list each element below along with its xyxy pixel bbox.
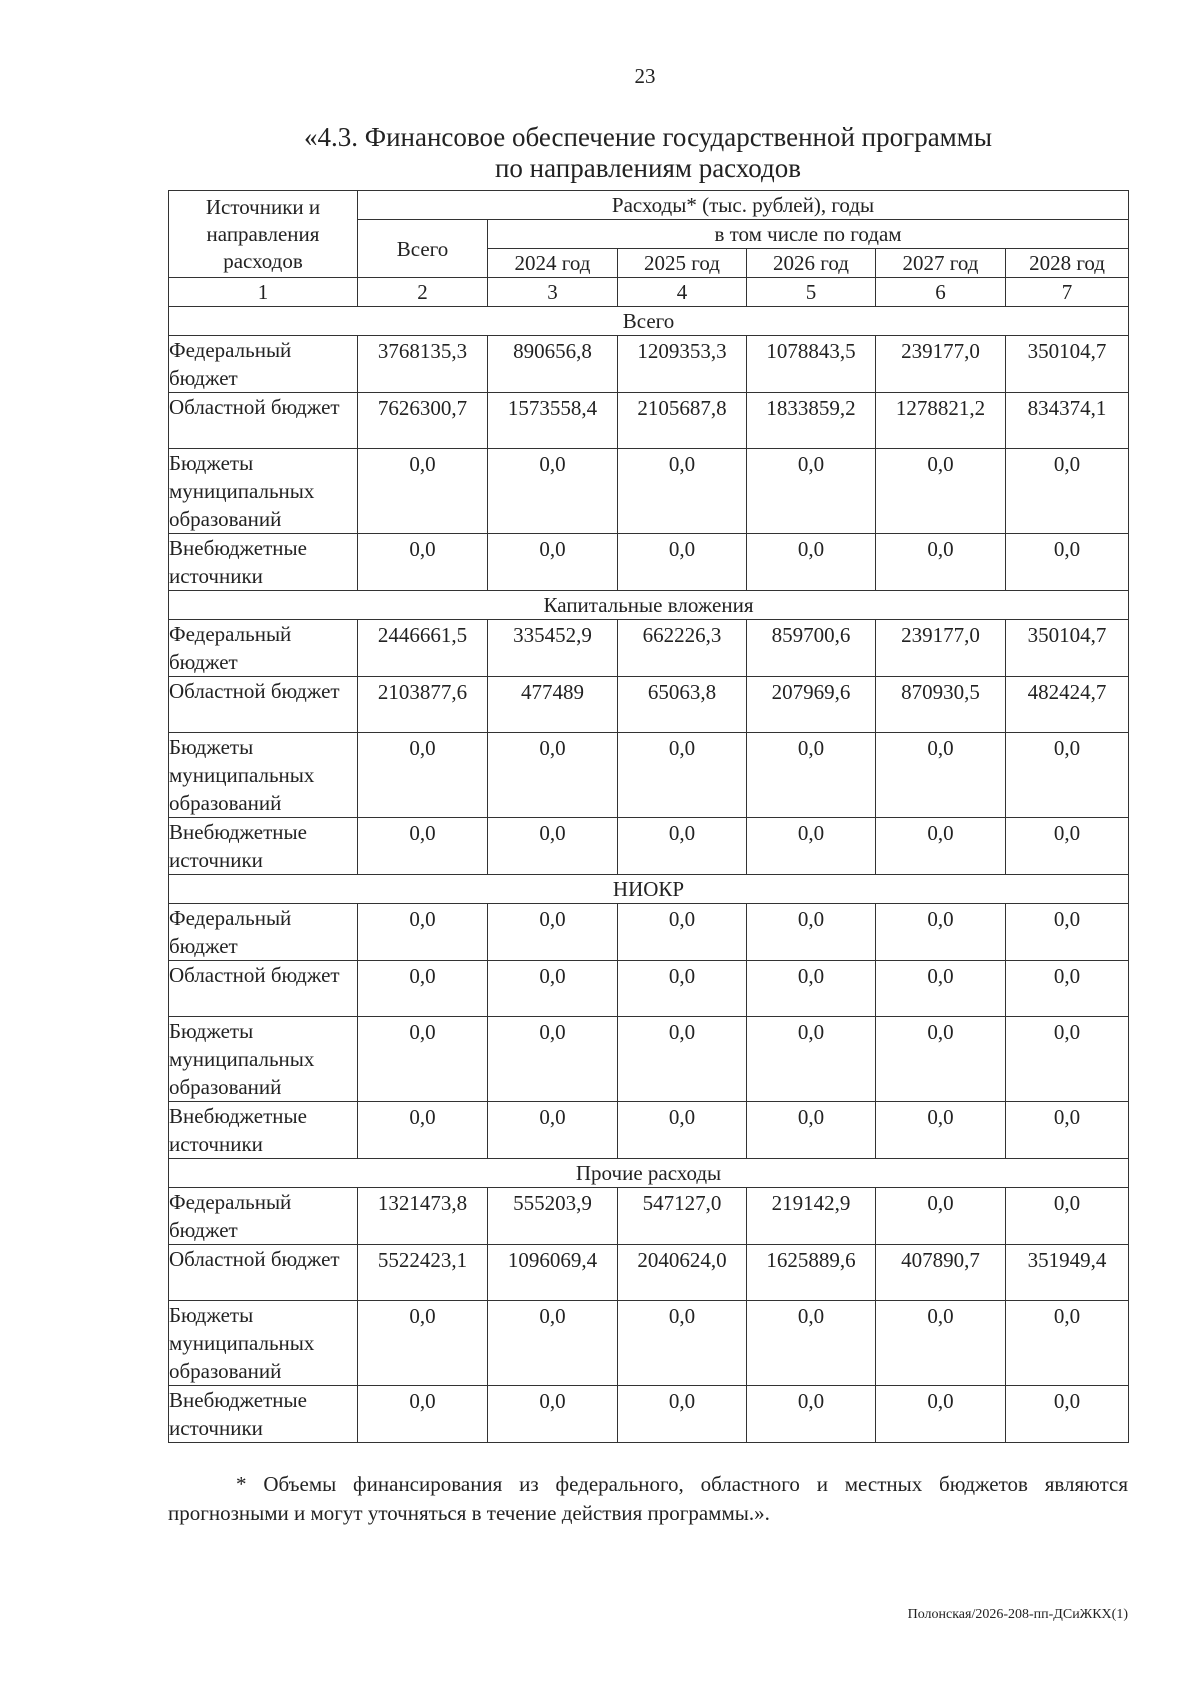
table-row [169,1386,1129,1443]
header-total: Всего [358,220,488,278]
value-cell: 1833859,2 [747,393,876,449]
value-cell: 0,0 [876,449,1006,534]
value-cell: 0,0 [358,534,488,591]
value-cell: 3768135,3 [358,336,488,393]
value-cell: 0,0 [618,1017,747,1102]
value-cell: 0,0 [747,904,876,961]
column-number: 7 [1006,278,1129,307]
source-cell: Федеральный бюджет [169,1188,358,1245]
value-cell: 239177,0 [876,620,1006,677]
value-cell: 662226,3 [618,620,747,677]
section-title: Капитальные вложения [169,591,1129,620]
value-cell: 870930,5 [876,677,1006,733]
column-number: 3 [488,278,618,307]
value-cell: 0,0 [488,1386,618,1443]
column-number: 4 [618,278,747,307]
value-cell: 0,0 [876,1301,1006,1386]
table-row [169,534,1129,591]
section-title: Прочие расходы [169,1159,1129,1188]
value-cell: 890656,8 [488,336,618,393]
value-cell: 0,0 [358,1386,488,1443]
value-cell: 0,0 [358,449,488,534]
value-cell: 1078843,5 [747,336,876,393]
value-cell: 0,0 [618,534,747,591]
value-cell: 0,0 [876,1017,1006,1102]
header-year: 2026 год [747,249,876,278]
table-row [169,1301,1129,1386]
value-cell: 0,0 [618,733,747,818]
table-row [169,818,1129,875]
source-cell: Бюджеты муниципальных образований [169,733,358,818]
value-cell: 0,0 [618,904,747,961]
source-cell: Областной бюджет [169,961,358,1017]
table-row [169,1188,1129,1245]
source-cell: Бюджеты муниципальных образований [169,1301,358,1386]
page-number: 23 [634,64,656,88]
table-row [169,336,1129,393]
value-cell: 0,0 [488,534,618,591]
table-row [169,1245,1129,1301]
column-number: 1 [169,278,358,307]
column-number: 6 [876,278,1006,307]
title-line-2: по направлениям расходов [494,153,801,183]
value-cell: 547127,0 [618,1188,747,1245]
value-cell: 1573558,4 [488,393,618,449]
value-cell: 351949,4 [1006,1245,1129,1301]
section-header-row [169,875,1129,904]
value-cell: 0,0 [618,1386,747,1443]
header-row-1 [169,191,1129,220]
value-cell: 0,0 [747,733,876,818]
header-year: 2025 год [618,249,747,278]
value-cell: 0,0 [488,733,618,818]
source-cell: Областной бюджет [169,393,358,449]
source-cell: Федеральный бюджет [169,904,358,961]
value-cell: 0,0 [488,1301,618,1386]
column-number: 5 [747,278,876,307]
source-cell: Бюджеты муниципальных образований [169,449,358,534]
value-cell: 0,0 [747,534,876,591]
value-cell: 65063,8 [618,677,747,733]
value-cell: 335452,9 [488,620,618,677]
section-title: НИОКР [169,875,1129,904]
value-cell: 0,0 [618,449,747,534]
value-cell: 0,0 [1006,1017,1129,1102]
document-code: Полонская/2026-208-пп-ДСиЖКХ(1) [907,1607,1128,1622]
value-cell: 2103877,6 [358,677,488,733]
value-cell: 5522423,1 [358,1245,488,1301]
title-line-1: «4.3. Финансовое обеспечение государственной программы [304,122,992,152]
source-cell: Внебюджетные источники [169,1386,358,1443]
value-cell: 207969,6 [747,677,876,733]
source-cell: Внебюджетные источники [169,1102,358,1159]
value-cell: 0,0 [488,961,618,1017]
value-cell: 0,0 [1006,961,1129,1017]
source-cell: Федеральный бюджет [169,620,358,677]
value-cell: 0,0 [358,1017,488,1102]
section-title [168,122,1128,184]
value-cell: 0,0 [876,1188,1006,1245]
value-cell: 2040624,0 [618,1245,747,1301]
value-cell: 0,0 [488,818,618,875]
value-cell: 555203,9 [488,1188,618,1245]
value-cell: 2446661,5 [358,620,488,677]
value-cell: 834374,1 [1006,393,1129,449]
footnote: * Объемы финансирования из федерального, областного и местных бюджетов являются прогнозными и могут уточняться в течение действия программы.». [168,1472,1128,1525]
value-cell: 0,0 [1006,1102,1129,1159]
value-cell: 0,0 [1006,534,1129,591]
value-cell: 0,0 [1006,733,1129,818]
value-cell: 350104,7 [1006,336,1129,393]
table-row [169,733,1129,818]
value-cell: 0,0 [747,449,876,534]
value-cell: 0,0 [358,1102,488,1159]
value-cell: 0,0 [876,818,1006,875]
header-year: 2028 год [1006,249,1129,278]
value-cell: 0,0 [618,961,747,1017]
value-cell: 1321473,8 [358,1188,488,1245]
value-cell: 0,0 [358,733,488,818]
value-cell: 477489 [488,677,618,733]
value-cell: 859700,6 [747,620,876,677]
value-cell: 1209353,3 [618,336,747,393]
value-cell: 0,0 [876,1386,1006,1443]
value-cell: 0,0 [488,1102,618,1159]
value-cell: 0,0 [618,818,747,875]
value-cell: 407890,7 [876,1245,1006,1301]
source-cell: Бюджеты муниципальных образований [169,1017,358,1102]
value-cell: 0,0 [1006,1386,1129,1443]
header-expenses-group: Расходы* (тыс. рублей), годы [358,191,1129,220]
value-cell: 0,0 [358,961,488,1017]
header-row-numbers [169,278,1129,307]
value-cell: 0,0 [1006,904,1129,961]
table-row [169,620,1129,677]
value-cell: 0,0 [747,818,876,875]
section-title: Всего [169,307,1129,336]
value-cell: 0,0 [488,904,618,961]
header-sources: Источники и направления расходов [169,191,358,278]
source-cell: Областной бюджет [169,1245,358,1301]
table-row [169,961,1129,1017]
table-row [169,904,1129,961]
value-cell: 219142,9 [747,1188,876,1245]
section-header-row [169,591,1129,620]
value-cell: 7626300,7 [358,393,488,449]
value-cell: 2105687,8 [618,393,747,449]
value-cell: 1096069,4 [488,1245,618,1301]
value-cell: 0,0 [876,1102,1006,1159]
value-cell: 0,0 [876,904,1006,961]
header-by-years: в том числе по годам [488,220,1129,249]
table-row [169,449,1129,534]
value-cell: 0,0 [747,961,876,1017]
value-cell: 0,0 [358,1301,488,1386]
value-cell: 0,0 [618,1102,747,1159]
source-cell: Внебюджетные источники [169,534,358,591]
source-cell: Внебюджетные источники [169,818,358,875]
value-cell: 239177,0 [876,336,1006,393]
table-row [169,1017,1129,1102]
value-cell: 0,0 [876,733,1006,818]
header-year: 2027 год [876,249,1006,278]
header-year: 2024 год [488,249,618,278]
section-header-row [169,1159,1129,1188]
value-cell: 0,0 [1006,449,1129,534]
value-cell: 1278821,2 [876,393,1006,449]
source-cell: Федеральный бюджет [169,336,358,393]
table-row [169,677,1129,733]
value-cell: 0,0 [488,1017,618,1102]
source-cell: Областной бюджет [169,677,358,733]
value-cell: 0,0 [1006,1301,1129,1386]
value-cell: 482424,7 [1006,677,1129,733]
value-cell: 0,0 [747,1017,876,1102]
value-cell: 0,0 [1006,1188,1129,1245]
value-cell: 0,0 [876,961,1006,1017]
value-cell: 0,0 [747,1386,876,1443]
value-cell: 0,0 [747,1102,876,1159]
value-cell: 0,0 [488,449,618,534]
table-row [169,1102,1129,1159]
value-cell: 350104,7 [1006,620,1129,677]
value-cell: 0,0 [747,1301,876,1386]
value-cell: 0,0 [358,818,488,875]
value-cell: 0,0 [618,1301,747,1386]
table-row [169,393,1129,449]
financing-table [168,190,1129,1443]
column-number: 2 [358,278,488,307]
value-cell: 0,0 [876,534,1006,591]
value-cell: 1625889,6 [747,1245,876,1301]
section-header-row [169,307,1129,336]
value-cell: 0,0 [358,904,488,961]
value-cell: 0,0 [1006,818,1129,875]
